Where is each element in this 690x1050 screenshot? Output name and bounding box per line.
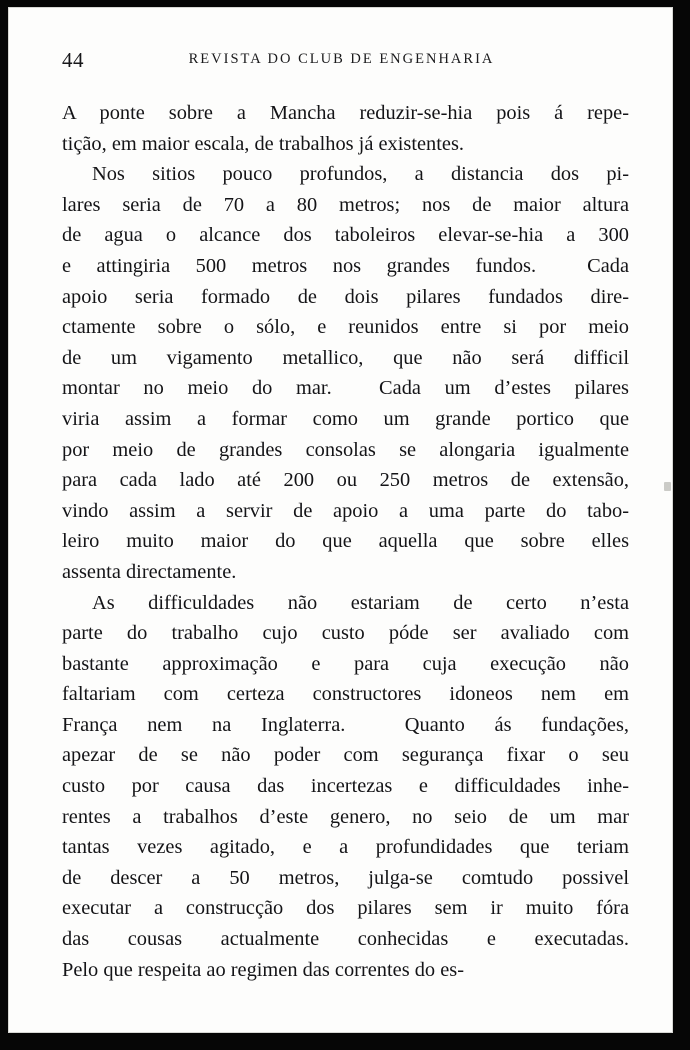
text-line: Nos sitios pouco profundos, a distancia dos pi-: [92, 163, 629, 186]
paragraph: [62, 159, 629, 587]
text-line: viria assim a formar como um grande portico que: [62, 407, 629, 430]
text-line: executar a construcção dos pilares sem ir muito fóra: [62, 897, 629, 920]
text-line: por meio de grandes consolas se alongaria igualmente: [62, 438, 629, 461]
text-line: tição, em maior escala, de trabalhos já existentes.: [62, 132, 464, 155]
scan-artifact-speck: [664, 482, 671, 491]
text-line: montar no meio do mar. Cada um d’estes pilares: [62, 377, 629, 400]
text-line: de um vigamento metallico, que não será difficil: [62, 346, 629, 369]
text-line: e attingiria 500 metros nos grandes fundos. Cada: [62, 254, 629, 277]
running-head-title: REVISTA DO CLUB DE ENGENHARIA: [188, 51, 495, 67]
text-line: bastante approximação e para cuja execução não: [62, 652, 629, 675]
text-line: As difficuldades não estariam de certo n’esta: [92, 591, 629, 614]
text-line: das cousas actualmente conhecidas e executadas.: [62, 928, 629, 951]
text-line: lares seria de 70 a 80 metros; nos de maior altura: [62, 193, 629, 216]
text-line: A ponte sobre a Mancha reduzir-se-hia pois á repe-: [62, 102, 629, 124]
text-line: tantas vezes agitado, e a profundidades que teriam: [62, 836, 629, 859]
page-header: [9, 48, 672, 74]
text-line: parte do trabalho cujo custo póde ser avaliado com: [62, 622, 629, 645]
text-line: leiro muito maior do que aquella que sobre elles: [62, 530, 629, 553]
text-line: apezar de se não poder com segurança fixar o seu: [62, 744, 629, 767]
text-line: ctamente sobre o sólo, e reunidos entre si por meio: [62, 316, 629, 339]
text-line: vindo assim a servir de apoio a uma parte do tabo-: [62, 499, 629, 522]
text-line: para cada lado até 200 ou 250 metros de extensão,: [62, 469, 629, 492]
text-line: França nem na Inglaterra. Quanto ás fundações,: [62, 713, 629, 736]
text-line: faltariam com certeza constructores idoneos nem em: [62, 683, 629, 706]
paragraph: [62, 98, 629, 159]
paragraph: [62, 588, 629, 986]
body-text-column: [62, 98, 629, 985]
text-line: de descer a 50 metros, julga-se comtudo possivel: [62, 866, 629, 889]
page-number: 44: [62, 48, 84, 72]
text-line: custo por causa das incertezas e difficuldades inhe-: [62, 775, 629, 798]
text-line: apoio seria formado de dois pilares fundados dire-: [62, 285, 629, 308]
text-line: assenta directamente.: [62, 560, 237, 583]
text-line: de agua o alcance dos taboleiros elevar-se-hia a 300: [62, 224, 629, 247]
page-sheet: [9, 8, 672, 1032]
text-line: Pelo que respeita ao regimen das correntes do es-: [62, 958, 464, 981]
text-line: rentes a trabalhos d’este genero, no seio de um mar: [62, 805, 629, 828]
